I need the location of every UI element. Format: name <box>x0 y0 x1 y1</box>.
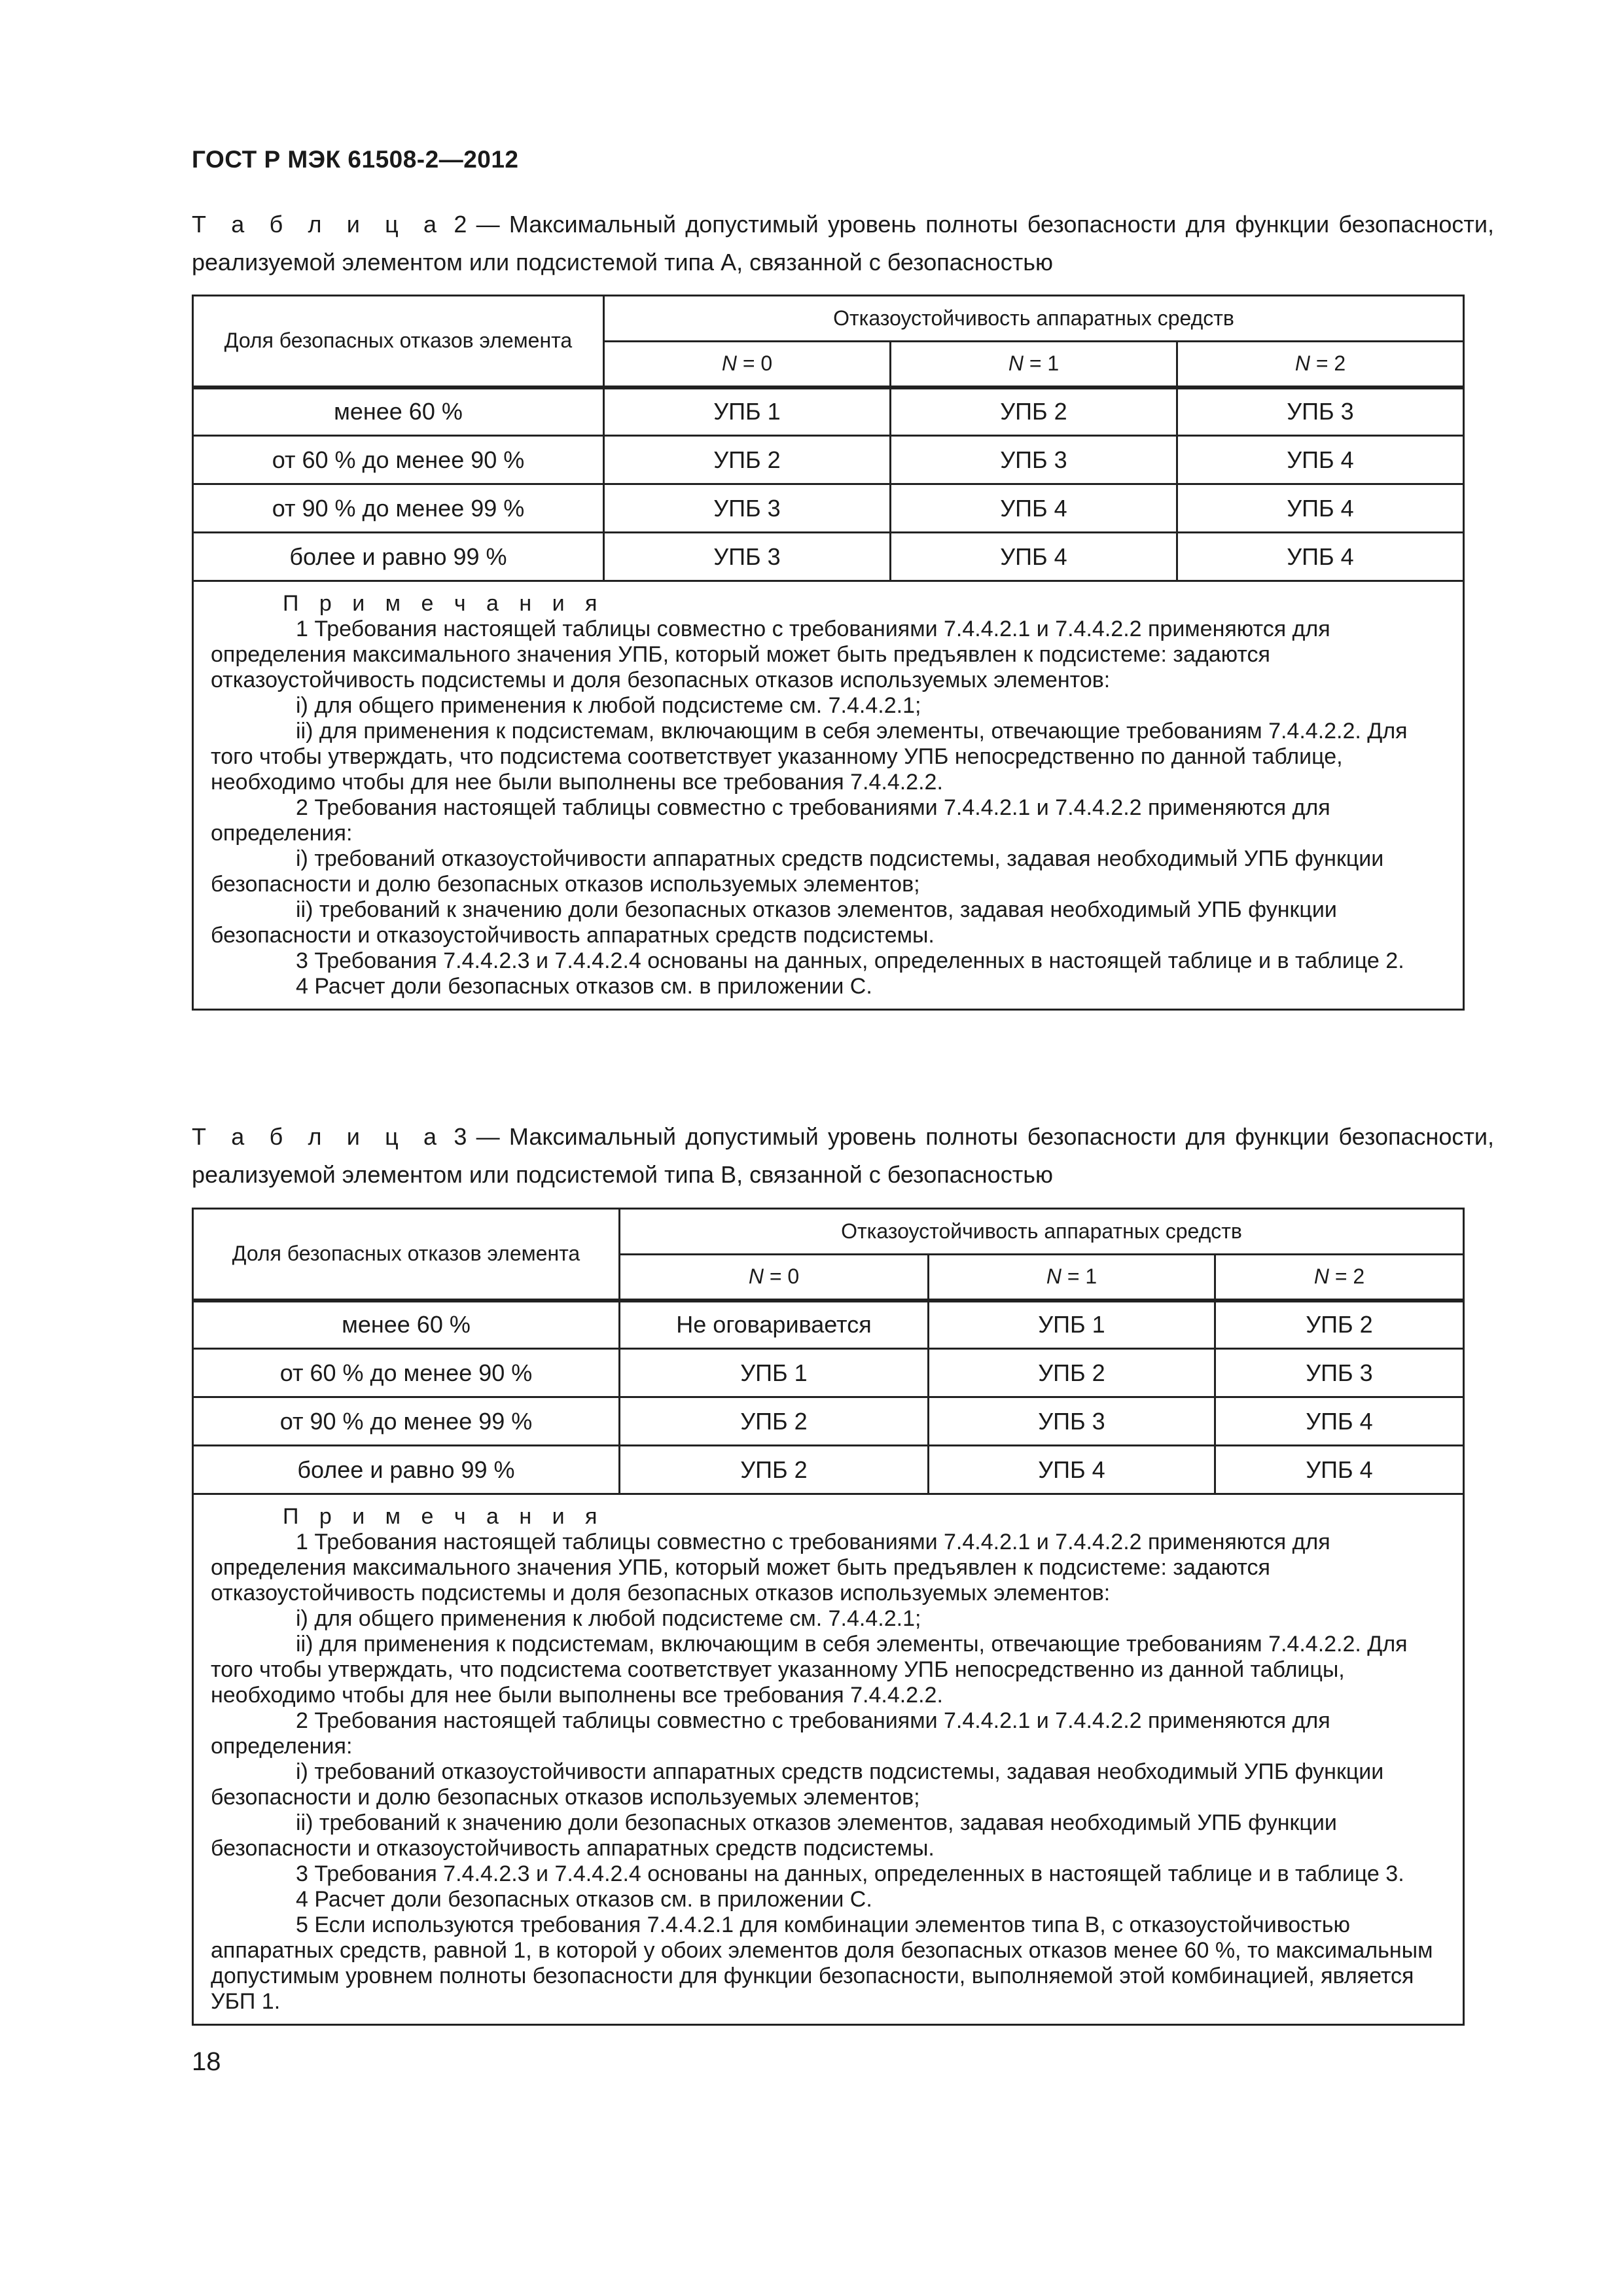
note-paragraph: 4 Расчет доли безопасных отказов см. в приложении С. <box>296 1887 872 1912</box>
n-symbol: N <box>721 351 737 376</box>
sff-cell: от 60 % до менее 90 % <box>193 436 604 484</box>
n-value: = 0 <box>742 351 773 376</box>
table2-header-n0 <box>604 342 891 387</box>
note-paragraph: 2 Требования настоящей таблицы совместно с требованиями 7.4.4.2.1 и 7.4.4.2.2 применяются для определения: <box>211 1708 1330 1759</box>
sil-cell: УПБ 4 <box>1177 533 1464 581</box>
sff-cell: от 90 % до менее 99 % <box>193 484 604 533</box>
note-paragraph: i) для общего применения к любой подсистеме см. 7.4.4.2.1; <box>296 693 921 718</box>
n-symbol: N <box>1294 351 1310 376</box>
note-paragraph: i) требований отказоустойчивости аппаратных средств подсистемы, задавая необходимый УПБ функции безопасности и долю безопасных отказов используемых элементов; <box>211 1759 1384 1810</box>
table3-caption-label: Т а б л и ц а <box>192 1123 445 1150</box>
table2-header-hft: Отказоустойчивость аппаратных средств <box>604 296 1464 342</box>
note-paragraph: 2 Требования настоящей таблицы совместно с требованиями 7.4.4.2.1 и 7.4.4.2.2 применяются для определения: <box>211 795 1330 846</box>
n-value: = 0 <box>769 1265 800 1289</box>
table-row <box>193 436 1464 484</box>
sff-cell: менее 60 % <box>193 387 604 436</box>
note-paragraph: 4 Расчет доли безопасных отказов см. в приложении С. <box>296 974 872 999</box>
sil-cell: УПБ 4 <box>929 1446 1215 1494</box>
note-paragraph: 1 Требования настоящей таблицы совместно с требованиями 7.4.4.2.1 и 7.4.4.2.2 применяются для определения максимального значения УПБ, который может быть предъявлен к подсистеме: задаются отказоустойчивость подсистемы и доля безопасных отказов используемых элементов: <box>211 617 1330 692</box>
table3-caption-text: 3 — Максимальный допустимый уровень полноты безопасности для функции безопасности, реализуемой элементом или подсистемой типа В, связанной с безопасностью <box>192 1123 1494 1188</box>
n-value: = 2 <box>1315 351 1346 376</box>
n-symbol: N <box>1046 1265 1061 1289</box>
sil-cell: УПБ 4 <box>1215 1397 1464 1446</box>
table3-header-n0 <box>620 1255 929 1300</box>
n-value: = 1 <box>1067 1265 1097 1289</box>
document-header: ГОСТ Р МЭК 61508-2—2012 <box>192 146 519 173</box>
notes-title: П р и м е ч а н и я <box>283 1504 605 1529</box>
page-number: 18 <box>192 2047 221 2076</box>
sil-cell: УПБ 1 <box>620 1349 929 1397</box>
note-paragraph: ii) для применения к подсистемам, включающим в себя элементы, отвечающие требованиям 7.4.4.2.2. Для того чтобы утверждать, что подсистема соответствует указанному УПБ непосредственно из данной таблицы, необходимо чтобы для нее были выполнены все требования 7.4.4.2.2. <box>211 1632 1408 1708</box>
table-row <box>193 533 1464 581</box>
sff-cell: более и равно 99 % <box>193 1446 620 1494</box>
table3-header-hft: Отказоустойчивость аппаратных средств <box>620 1209 1464 1255</box>
sil-cell: УПБ 2 <box>1215 1300 1464 1349</box>
table-row <box>193 1397 1464 1446</box>
table2-header-n1 <box>891 342 1177 387</box>
table3-header-sff: Доля безопасных отказов элемента <box>193 1209 620 1300</box>
table3-header-n1 <box>929 1255 1215 1300</box>
table2-caption <box>192 206 1494 281</box>
table3-caption <box>192 1118 1494 1194</box>
sil-cell: УПБ 4 <box>1177 436 1464 484</box>
sil-cell: УПБ 2 <box>929 1349 1215 1397</box>
table2-notes <box>193 581 1464 1010</box>
sil-cell: УПБ 3 <box>1177 387 1464 436</box>
note-paragraph: ii) для применения к подсистемам, включающим в себя элементы, отвечающие требованиям 7.4.4.2.2. Для того чтобы утверждать, что подсистема соответствует указанному УПБ непосредственно по данной таблице, необходимо чтобы для нее были выполнены все требования 7.4.4.2.2. <box>211 719 1408 795</box>
sff-cell: более и равно 99 % <box>193 533 604 581</box>
table3-notes <box>193 1494 1464 2025</box>
sil-cell: УПБ 2 <box>891 387 1177 436</box>
note-paragraph: ii) требований к значению доли безопасных отказов элементов, задавая необходимый УПБ функции безопасности и отказоустойчивость аппаратных средств подсистемы. <box>211 897 1337 948</box>
note-paragraph: i) для общего применения к любой подсистеме см. 7.4.4.2.1; <box>296 1606 921 1631</box>
sff-cell: от 90 % до менее 99 % <box>193 1397 620 1446</box>
table2-header-n2 <box>1177 342 1464 387</box>
sil-cell: УПБ 1 <box>929 1300 1215 1349</box>
sil-cell: УПБ 1 <box>604 387 891 436</box>
table2 <box>192 295 1465 1011</box>
sil-cell: УПБ 3 <box>1215 1349 1464 1397</box>
note-paragraph: 1 Требования настоящей таблицы совместно с требованиями 7.4.4.2.1 и 7.4.4.2.2 применяются для определения максимального значения УПБ, который может быть предъявлен к подсистеме: задаются отказоустойчивость подсистемы и доля безопасных отказов используемых элементов: <box>211 1530 1330 1605</box>
sil-cell: УПБ 4 <box>1215 1446 1464 1494</box>
table2-header-sff: Доля безопасных отказов элемента <box>193 296 604 387</box>
sff-cell: от 60 % до менее 90 % <box>193 1349 620 1397</box>
table2-caption-label: Т а б л и ц а <box>192 211 445 238</box>
note-paragraph: 3 Требования 7.4.4.2.3 и 7.4.4.2.4 основаны на данных, определенных в настоящей таблице и в таблице 3. <box>296 1861 1404 1886</box>
note-paragraph: 3 Требования 7.4.4.2.3 и 7.4.4.2.4 основаны на данных, определенных в настоящей таблице и в таблице 2. <box>296 948 1404 973</box>
table3-header-n2 <box>1215 1255 1464 1300</box>
n-symbol: N <box>748 1265 764 1289</box>
sil-cell: УПБ 2 <box>620 1446 929 1494</box>
sil-cell: УПБ 3 <box>604 484 891 533</box>
table-row <box>193 387 1464 436</box>
table-row <box>193 1300 1464 1349</box>
n-value: = 2 <box>1334 1265 1365 1289</box>
sil-cell: УПБ 3 <box>891 436 1177 484</box>
sil-cell: УПБ 3 <box>929 1397 1215 1446</box>
n-value: = 1 <box>1029 351 1060 376</box>
n-symbol: N <box>1008 351 1024 376</box>
table-row <box>193 484 1464 533</box>
table-row <box>193 1349 1464 1397</box>
sil-cell: УПБ 4 <box>1177 484 1464 533</box>
sil-cell: УПБ 4 <box>891 533 1177 581</box>
table-row <box>193 1446 1464 1494</box>
sil-cell: УПБ 4 <box>891 484 1177 533</box>
sff-cell: менее 60 % <box>193 1300 620 1349</box>
sil-cell: УПБ 2 <box>620 1397 929 1446</box>
sil-cell: УПБ 3 <box>604 533 891 581</box>
note-paragraph: i) требований отказоустойчивости аппаратных средств подсистемы, задавая необходимый УПБ функции безопасности и долю безопасных отказов используемых элементов; <box>211 846 1384 897</box>
table3 <box>192 1208 1465 2026</box>
note-paragraph: 5 Если используются требования 7.4.4.2.1 для комбинации элементов типа В, с отказоустойчивостью аппаратных средств, равной 1, в которой у обоих элементов доля безопасных отказов менее 60 %, то максимальным допустимым уровнем полноты безопасности для функции безопасности, выполняемой этой комбинацией, является УБП 1. <box>211 1912 1433 2014</box>
n-symbol: N <box>1313 1265 1329 1289</box>
sil-cell: УПБ 2 <box>604 436 891 484</box>
sil-cell: Не оговаривается <box>620 1300 929 1349</box>
notes-title: П р и м е ч а н и я <box>283 591 605 616</box>
note-paragraph: ii) требований к значению доли безопасных отказов элементов, задавая необходимый УПБ функции безопасности и отказоустойчивость аппаратных средств подсистемы. <box>211 1810 1337 1861</box>
table2-caption-text: 2 — Максимальный допустимый уровень полноты безопасности для функции безопасности, реализуемой элементом или подсистемой типа А, связанной с безопасностью <box>192 211 1494 276</box>
